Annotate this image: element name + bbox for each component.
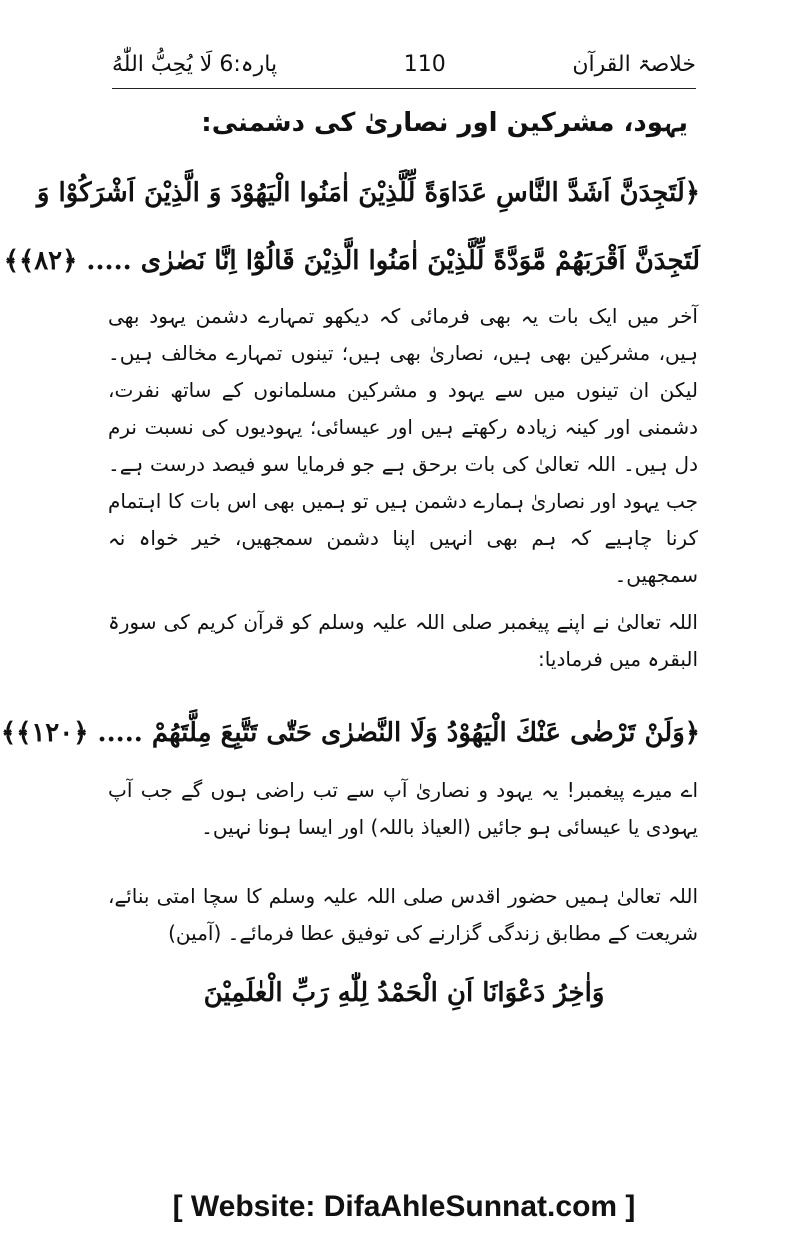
quran-verse-2: ﴿وَلَنْ تَرْضٰى عَنْكَ الْيَهُوْدُ وَلَا النَّصٰرٰى حَتّٰى تَتَّبِعَ مِلَّتَهُمْ ..... ﴿١٢٠﴾﴾ [0,718,700,748]
website-footer: [ Website: DifaAhleSunnat.com ] [172,1190,636,1223]
body-paragraph-4: اللہ تعالیٰ ہمیں حضور اقدس صلی اللہ علیہ وسلم کا سچا امتی بنائے، شریعت کے مطابق زندگی گزارنے کی توفیق عطا فرمائے۔ (آمین) [108,884,698,945]
closing-dua: وَاٰخِرُ دَعْوَانَا اَنِ الْحَمْدُ لِلّٰهِ رَبِّ الْعٰلَمِيْنَ [203,978,605,1008]
body-paragraph-2: اللہ تعالیٰ نے اپنے پیغمبر صلی اللہ علیہ وسلم کو قرآن کریم کی سورۃ البقرہ میں فرمادیا: [108,610,698,671]
page-number: 110 [403,51,446,77]
book-title: خلاصۃ القرآن [572,51,696,77]
section-heading: یہود، مشرکین اور نصاریٰ کی دشمنی: [201,108,688,138]
para-label: پارہ:6 لَا يُحِبُّ اللّٰهُ [112,51,278,77]
page-header [112,44,696,84]
header-divider [112,88,696,89]
quran-verse-line-2: لَتَجِدَنَّ اَقْرَبَهُمْ مَّوَدَّةً لِّلَّذِيْنَ اٰمَنُوا الَّذِيْنَ قَالُوْٓا اِنَّا نَصٰرٰى ..... ﴿٨٢﴾﴾ [3,246,700,276]
body-paragraph-3: اے میرے پیغمبر! یہ یہود و نصاریٰ آپ سے تب راضی ہوں گے جب آپ یہودی یا عیسائی ہو جائیں (العیاذ باللہ) اور ایسا ہونا نہیں۔ [108,778,698,839]
body-paragraph-1: آخر میں ایک بات یہ بھی فرمائی کہ دیکھو تمہارے دشمن یہود بھی ہیں، مشرکین بھی ہیں، نصاریٰ بھی ہیں؛ تینوں تمہارے مخالف ہیں۔ لیکن ان تینوں میں سے یہود و مشرکین مسلمانوں کے ساتھ نفرت، دشمنی اور کینہ زیادہ رکھتے ہیں اور عیسائی؛ یہودیوں کی نسبت نرم دل ہیں۔ اللہ تعالیٰ کی بات برحق ہے جو فرمایا سو فیصد درست ہے۔ جب یہود اور نصاریٰ ہمارے دشمن ہیں تو ہمیں بھی اس بات کا اہتمام کرنا چاہیے کہ ہم بھی انہیں اپنا دشمن سمجھیں، خیر خواہ نہ سمجھیں۔ [108,304,698,587]
quran-verse-line-1: ﴿لَتَجِدَنَّ اَشَدَّ النَّاسِ عَدَاوَةً لِّلَّذِيْنَ اٰمَنُوا الْيَهُوْدَ وَ الَّذِيْنَ اَشْرَكُوْا وَ [36,178,700,208]
